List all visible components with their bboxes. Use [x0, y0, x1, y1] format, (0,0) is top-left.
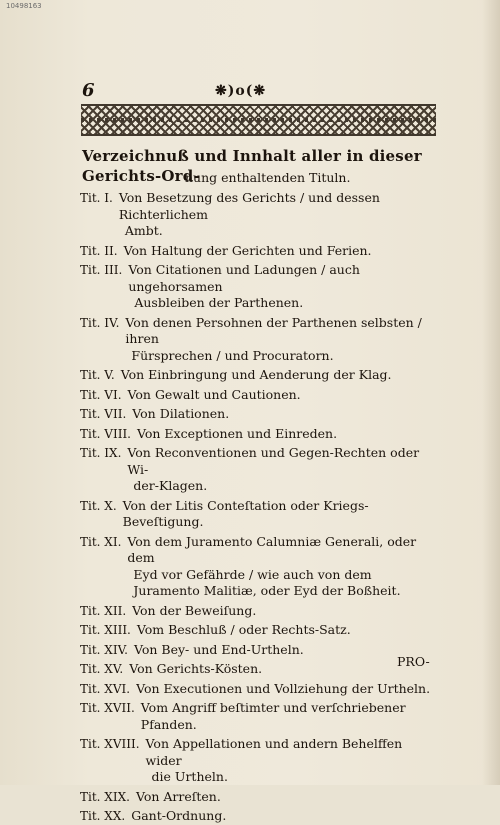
title-number: Tit. XVII.: [80, 701, 135, 715]
title-text: Von Bey- und End-Urtheln.: [133, 641, 304, 657]
toc-entry: [80, 315, 440, 365]
toc-entry: [80, 808, 440, 825]
page-number: 6: [82, 80, 95, 101]
title-number: Tit. IX.: [80, 446, 122, 460]
title-number: Tit. XVIII.: [80, 737, 140, 751]
title-number: Tit. XIII.: [80, 623, 131, 637]
title-text-continued: Ausbleiben der Parthenen.: [134, 295, 304, 310]
toc-subheading: nung enthaltenden Tituln.: [185, 170, 351, 185]
title-text: Von Gewalt und Cautionen.: [127, 386, 301, 402]
title-number: Tit. VII.: [80, 407, 127, 421]
toc-entry: [80, 426, 440, 443]
toc-entry: [80, 700, 440, 733]
toc-entry: [80, 789, 440, 806]
title-text: Von Einbringung und Aenderung der Klag.: [120, 367, 392, 382]
title-number: Tit. XV.: [80, 662, 124, 676]
title-number: Tit. III.: [80, 263, 123, 277]
title-text-continued: Eyd vor Gefährde / wie auch von dem Juramento Malitiæ, oder Eyd der Boßheit.: [133, 566, 401, 598]
title-text: Von der Litis Conteſtation oder Kriegs-Beveſtigung.: [122, 497, 369, 529]
title-text: Von Dilationen.: [132, 406, 230, 421]
title-text: Gant-Ordnung.: [131, 808, 227, 823]
title-number: Tit. X.: [80, 498, 117, 513]
title-text: Von Gerichts-Kösten.: [129, 661, 263, 676]
title-number: Tit. V.: [80, 368, 115, 382]
toc-entry: [80, 262, 440, 312]
title-text: Von Citationen und Ladungen / auch ungehorsamen: [128, 262, 360, 294]
title-text: Von Reconventionen und Gegen-Rechten oder Wi-: [127, 445, 420, 477]
title-number: Tit. I.: [80, 191, 113, 205]
toc-entry: [80, 445, 440, 495]
title-text: Von dem Juramento Calumniæ Generali, oder dem: [127, 533, 417, 565]
toc-entry: [80, 367, 440, 384]
title-text: Von Appellationen und andern Behelffen wider: [145, 736, 403, 768]
title-number: Tit. XX.: [80, 809, 126, 823]
title-text: Von Arreſten.: [135, 788, 221, 804]
title-text: Vom Angriff beſtimter und verſchriebener Pfanden.: [140, 700, 406, 732]
toc-entry: [80, 387, 440, 404]
title-text-continued: Ambt.: [124, 223, 163, 238]
title-number: Tit. XIX.: [80, 789, 130, 804]
title-text-continued: der-Klagen.: [133, 478, 208, 493]
title-number: Tit. XI.: [80, 534, 122, 549]
title-text-continued: Fürsprechen / und Procuratorn.: [131, 347, 334, 363]
title-text: Von Exceptionen und Einreden.: [137, 425, 338, 441]
title-text: Von Besetzung des Gerichts / und dessen Richterlichem: [118, 190, 380, 222]
title-number: Tit. XII.: [80, 603, 127, 618]
toc-entry: [80, 622, 440, 639]
title-text: Vom Beschluß / oder Rechts-Satz.: [136, 622, 351, 637]
toc-entry: [80, 681, 440, 698]
title-number: Tit. XVI.: [80, 681, 131, 696]
toc-entry: [80, 190, 440, 240]
title-text: Von denen Persohnen der Parthenen selbsten / ihren: [125, 314, 422, 346]
toc-entry: [80, 406, 440, 423]
toc-entry: [80, 498, 440, 531]
title-number: Tit. IV.: [80, 315, 120, 330]
title-number: Tit. VI.: [80, 387, 122, 402]
title-number: Tit. XIV.: [80, 642, 128, 657]
toc-entry: [80, 243, 440, 260]
header-ornament: ❋)o(❋: [215, 83, 267, 99]
title-text: Von der Beweiſung.: [132, 602, 257, 618]
title-text: Von Haltung der Gerichten und Ferien.: [123, 242, 372, 258]
title-number: Tit. VIII.: [80, 426, 131, 441]
toc-entry: [80, 642, 440, 659]
toc-heading: Verzeichnuß und Innhalt aller in dieser Gerichts-Ord-: [82, 147, 422, 185]
toc-entry: [80, 603, 440, 620]
scan-id: 10498163: [6, 2, 42, 10]
title-text: Von Executionen und Vollziehung der Urtheln.: [136, 680, 431, 696]
title-number: Tit. II.: [80, 243, 118, 258]
decorative-border: [81, 104, 436, 136]
toc-entry: [80, 661, 440, 678]
toc-entry: [80, 736, 440, 786]
catchword: PRO-: [397, 654, 430, 669]
title-text-continued: die Urtheln.: [151, 769, 228, 784]
toc-entry: [80, 534, 440, 600]
